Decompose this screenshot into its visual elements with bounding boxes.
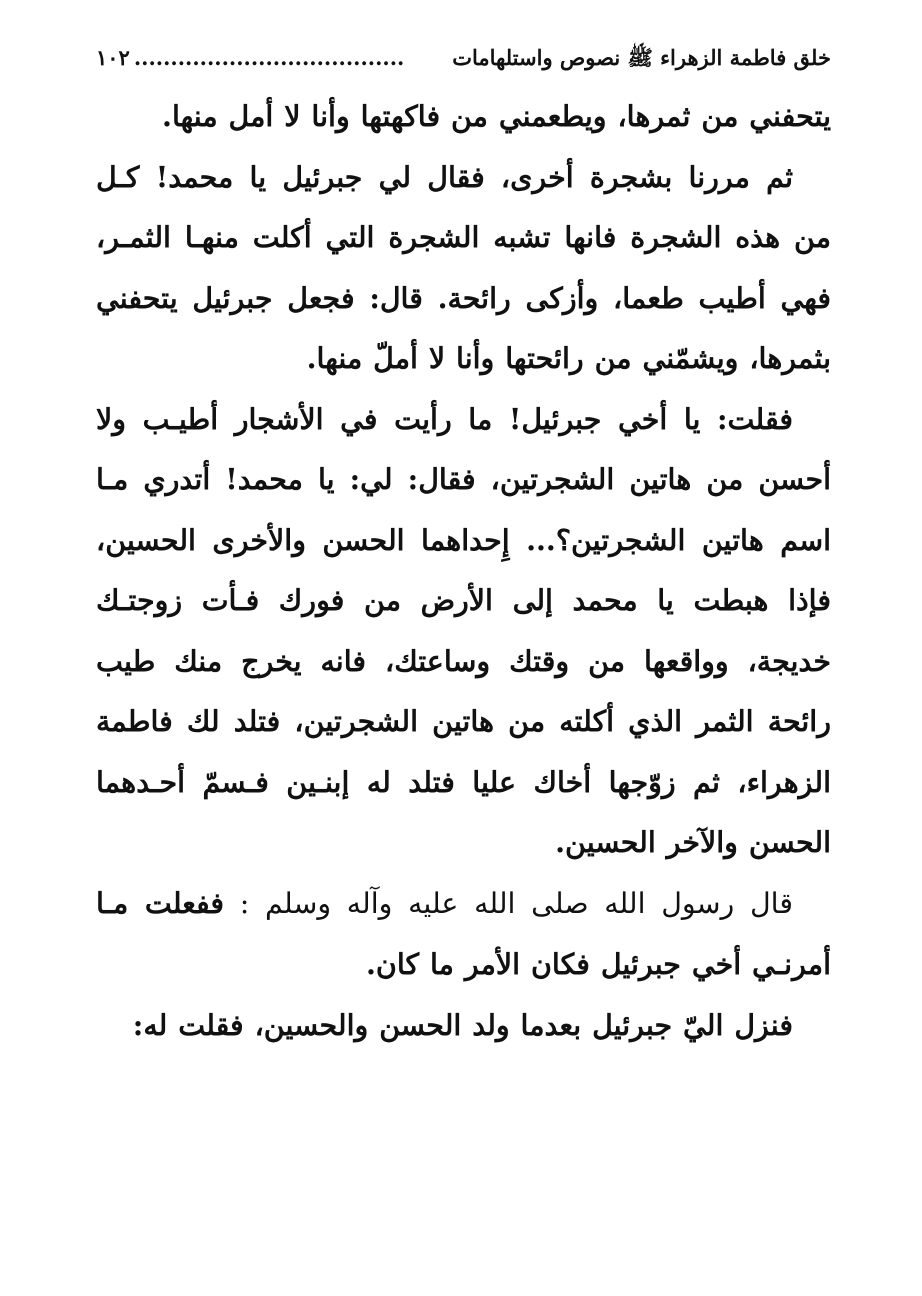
- paragraph-text: ثم مررنا بشجرة أخرى، فقال لي جبرئيل يا محمد! كـل من هذه الشجرة فانها تشبه الشجرة التي أكلت منهـا الثمـر، فهي أطيب طعما، وأزكى رائحة. قال: فجعل جبرئيل يتحفني بثمرها، ويشمّني من رائحتها وأنا لا أملّ منها.: [96, 159, 831, 375]
- paragraph-4: [96, 873, 831, 995]
- book-page: [96, 38, 831, 1055]
- body-text: [96, 86, 831, 1055]
- paragraph-5: [96, 995, 831, 1056]
- paragraph-2: [96, 147, 831, 389]
- paragraph-text: فنزل اليّ جبرئيل بعدما ولد الحسن والحسين، فقلت له:: [132, 1007, 793, 1042]
- paragraph-text: ففعلت مـا أمرنـي أخي جبرئيل فكان الأمر ما كان.: [96, 885, 831, 981]
- running-title: خلق فاطمة الزهراء ﷺ نصوص واستلهامات: [452, 45, 831, 70]
- leader-dots: .....................................: [133, 45, 405, 70]
- quote-attribution: قال رسول الله صلى الله عليه وآله وسلم :: [224, 886, 793, 920]
- page-number-group: [96, 38, 404, 78]
- paragraph-3: [96, 389, 831, 873]
- paragraph-text: يتحفني من ثمرها، ويطعمني من فاكهتها وأنا لا أمل منها.: [162, 99, 831, 133]
- page-number: ١٠٢: [96, 45, 130, 70]
- paragraph-1: [96, 86, 831, 147]
- running-head: [96, 38, 831, 78]
- paragraph-text: فقلت: يا أخي جبرئيل! ما رأيت في الأشجار أطيـب ولا أحسن من هاتين الشجرتين، فقال: لي: يا محمد! أتدري مـا اسم هاتين الشجرتين؟... إِحداهما الحسن والأخرى الحسين، فإذا هبطت يا محمد إلى الأرض من فورك فـأت زوجتـك خديجة، وواقعها من وقتك وساعتك، فانه يخرج منك طيب رائحة الثمر الذي أكلته من هاتين الشجرتين، فتلد لك فاطمة الزهراء، ثم زوّجها أخاك عليا فتلد له إبنـين فـسمّ أحـدهما الحسن والآخر الحسين.: [96, 401, 831, 859]
